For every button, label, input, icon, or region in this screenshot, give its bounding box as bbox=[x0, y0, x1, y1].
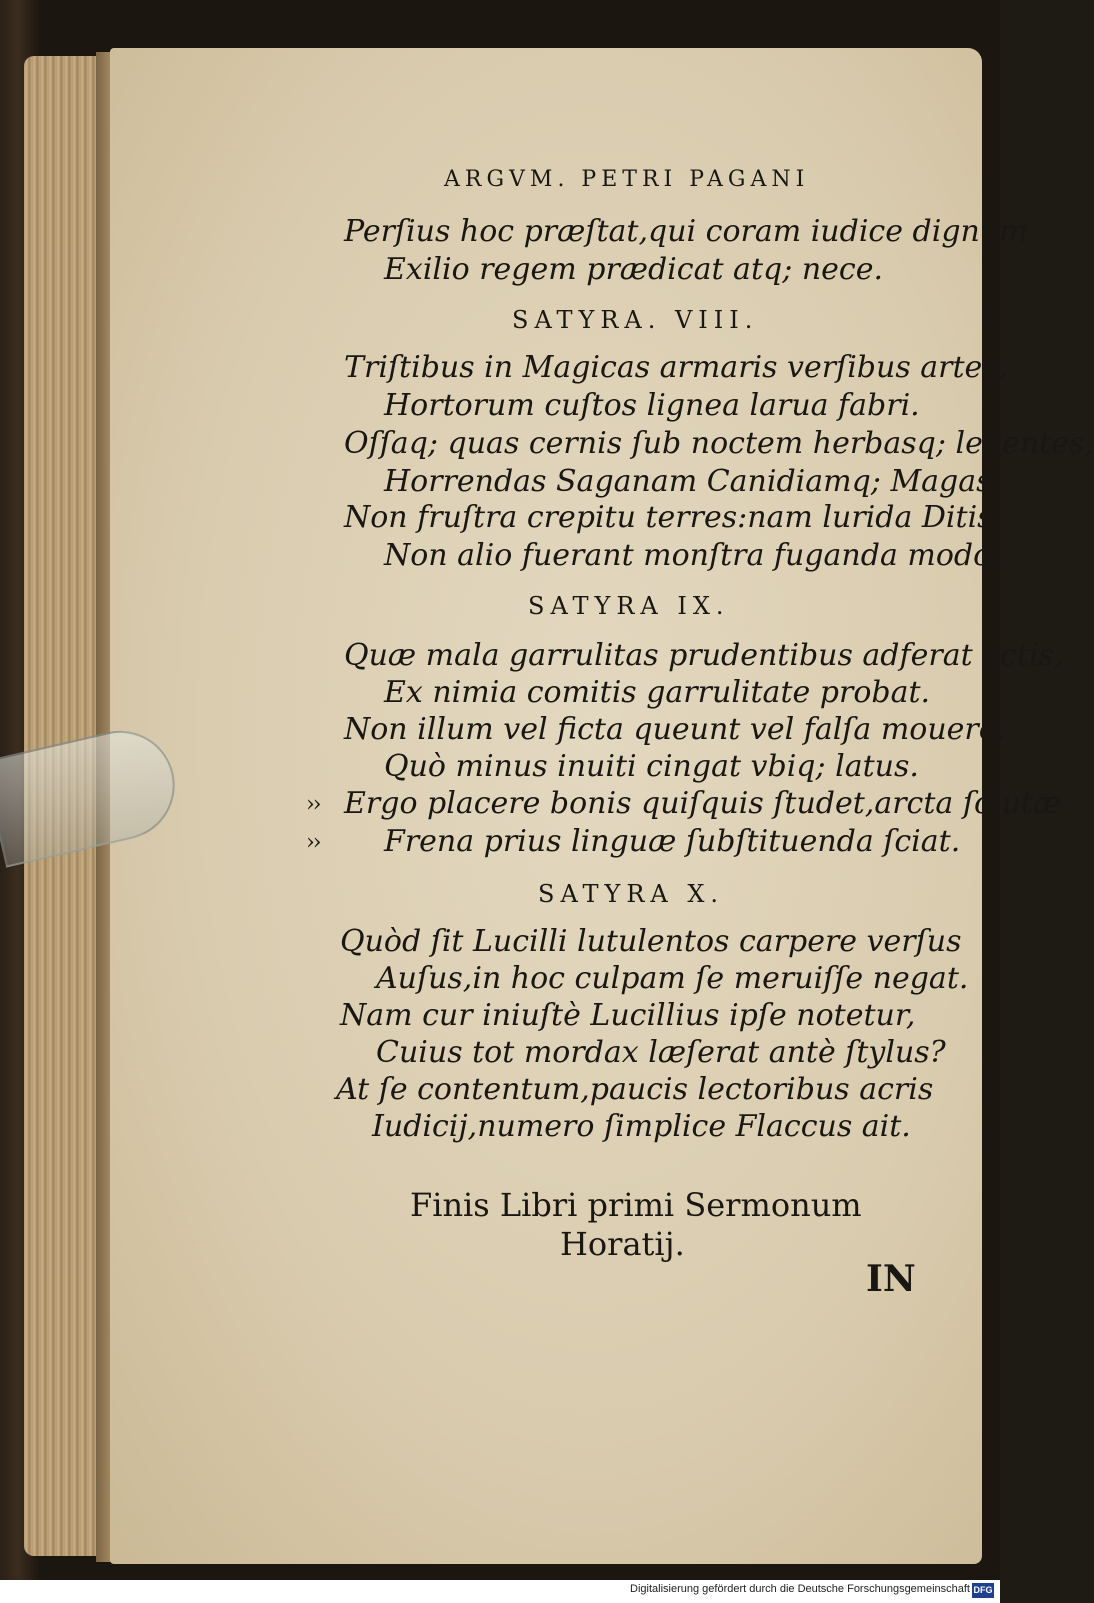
verse-line: Horrendas Saganam Canidiamq; Magas. bbox=[384, 464, 1002, 499]
funding-credit: Digitalisierung gefördert durch die Deutsche Forschungsgemeinschaft bbox=[630, 1583, 970, 1595]
verse-line: Quòd ſit Lucilli lutulentos carpere verſus bbox=[340, 924, 962, 959]
verse-line: Ex nimia comitis garrulitate probat. bbox=[384, 675, 931, 710]
verse-line: Non alio fuerant monſtra fuganda modo. bbox=[384, 538, 1001, 573]
verse-line: At ſe contentum,paucis lectoribus acris bbox=[336, 1072, 934, 1107]
verse-line: Oſſaq; quas cernis ſub noctem herbasq; legentes, bbox=[344, 426, 1094, 461]
verse-line: Non illum vel ficta queunt vel falſa mouere, bbox=[344, 712, 1007, 747]
finis-line: Horatij. bbox=[560, 1225, 685, 1263]
verse-line: Triſtibus in Magicas armaris verſibus artes, bbox=[344, 350, 1008, 385]
verse-line: Cuius tot mordax læſerat antè ſtylus? bbox=[376, 1035, 946, 1070]
section-heading-x: SATYRA X. bbox=[538, 880, 725, 908]
running-head: ARGVM. PETRI PAGANI bbox=[444, 167, 810, 192]
intro-line: Perſius hoc præſtat,qui coram iudice dignum bbox=[344, 214, 1028, 249]
verse-line: Auſus,in hoc culpam ſe meruiſſe negat. bbox=[376, 961, 969, 996]
marginal-mark: ›› bbox=[306, 830, 320, 855]
verse-line: Quò minus inuiti cingat vbiq; latus. bbox=[384, 749, 919, 784]
dfg-logo: DFG bbox=[972, 1583, 994, 1598]
finis-line: Finis Libri primi Sermonum bbox=[410, 1186, 862, 1224]
verse-line: Nam cur iniuſtè Lucillius ipſe notetur, bbox=[340, 998, 916, 1033]
section-heading-ix: SATYRA IX. bbox=[528, 592, 730, 620]
verse-line: Hortorum cuſtos lignea larua fabri. bbox=[384, 388, 920, 423]
digitization-footer bbox=[0, 1580, 1000, 1603]
verse-line: Ergo placere bonis quiſquis ſtudet,arcta ſolutæ bbox=[344, 786, 1062, 821]
verse-line: Iudicij,numero ſimplice Flaccus ait. bbox=[372, 1109, 911, 1144]
verse-line: Quæ mala garrulitas prudentibus adferat actis, bbox=[344, 638, 1064, 673]
verse-line: Non fruſtra crepitu terres:nam lurida Ditis bbox=[344, 500, 993, 535]
section-heading-viii: SATYRA. VIII. bbox=[512, 306, 759, 334]
intro-line: Exilio regem prædicat atq; nece. bbox=[384, 252, 884, 287]
marginal-mark: ›› bbox=[306, 792, 320, 817]
catchword: IN bbox=[866, 1258, 916, 1300]
verse-line: Frena prius linguæ ſubſtituenda ſciat. bbox=[384, 824, 961, 859]
